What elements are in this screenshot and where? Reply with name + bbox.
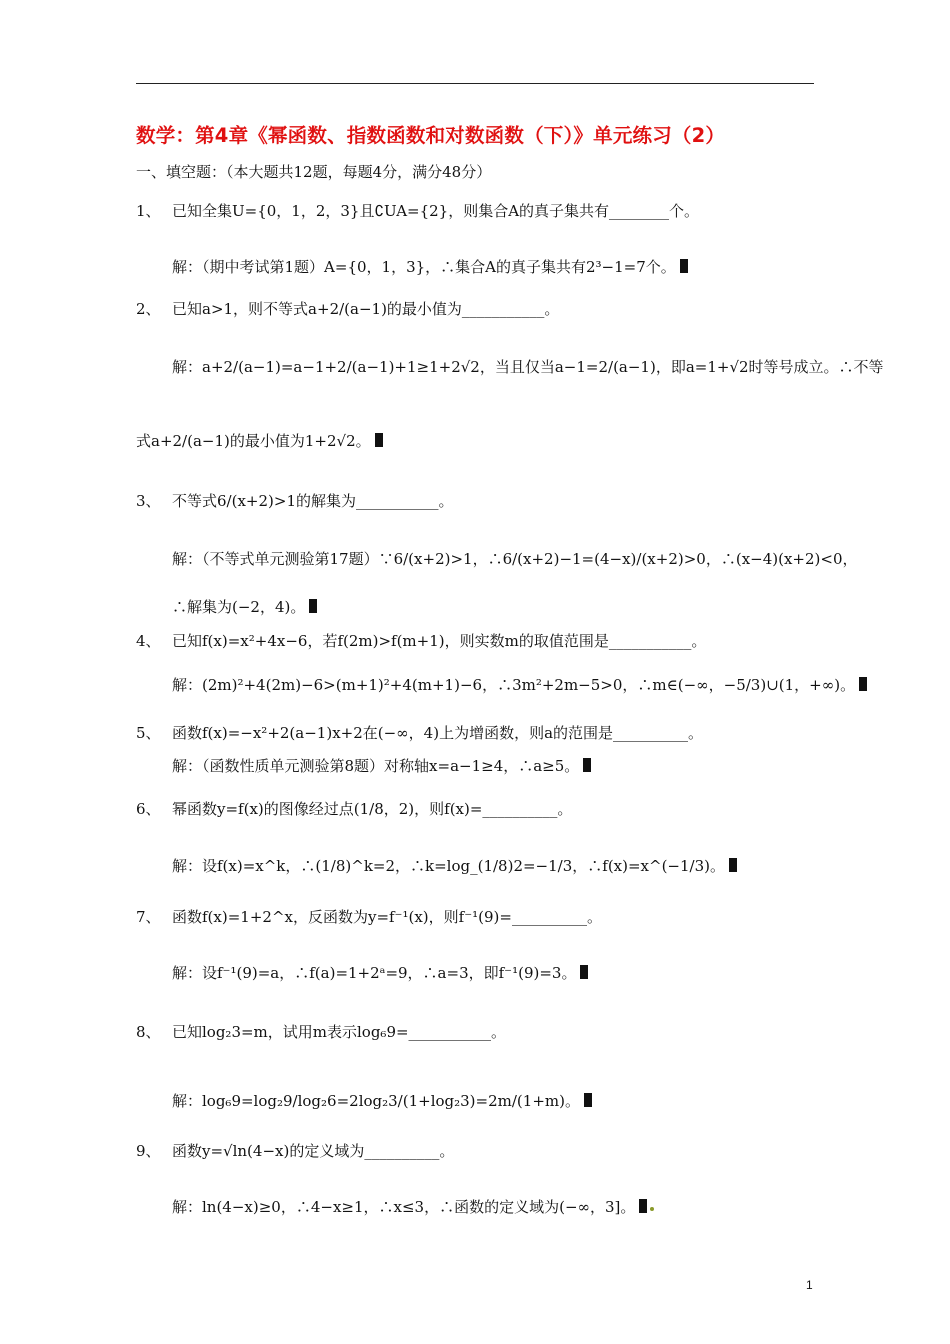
end-mark-icon — [583, 758, 591, 772]
item-8-question: 已知log₂3=m，试用m表示log₆9=___________。 — [172, 1023, 507, 1041]
item-3-solution-cont — [172, 596, 317, 617]
item-5-solution — [172, 755, 591, 776]
item-1-solution-text: 解：（期中考试第1题）A={0，1，3}，∴集合A的真子集共有2³−1=7个。 — [172, 258, 676, 276]
end-mark-icon — [580, 965, 588, 979]
item-3-question: 不等式6/(x+2)>1的解集为___________。 — [172, 492, 454, 510]
item-3-solution-cont-text: ∴解集为(−2，4)。 — [172, 598, 306, 616]
item-9-solution — [172, 1196, 654, 1217]
dot-icon — [650, 1207, 654, 1211]
item-2-question: 已知a>1，则不等式a+2/(a−1)的最小值为___________。 — [172, 300, 560, 318]
end-mark-icon — [309, 599, 317, 613]
item-4-number: 4、 — [136, 632, 161, 650]
item-6-number: 6、 — [136, 800, 161, 818]
item-6-solution-text: 解：设f(x)=x^k，∴(1/8)^k=2，∴k=log_(1/8)2=−1/3，∴f(x)=x^(−1/3)。 — [172, 857, 725, 875]
end-mark-icon — [639, 1199, 647, 1213]
end-mark-icon — [729, 858, 737, 872]
item-7-number: 7、 — [136, 908, 161, 926]
item-4-question: 已知f(x)=x²+4x−6，若f(2m)>f(m+1)，则实数m的取值范围是___________。 — [172, 632, 707, 650]
item-2-solution: 解：a+2/(a−1)=a−1+2/(a−1)+1≥1+2√2，当且仅当a−1=2/(a−1)，即a=1+√2时等号成立。∴不等 — [172, 358, 884, 376]
item-7-question: 函数f(x)=1+2^x，反函数为y=f⁻¹(x)，则f⁻¹(9)=__________。 — [172, 908, 602, 926]
page-number: 1 — [806, 1278, 813, 1292]
item-1-number: 1、 — [136, 202, 161, 220]
item-4-solution-text: 解：(2m)²+4(2m)−6>(m+1)²+4(m+1)−6，∴3m²+2m−5>0，∴m∈(−∞，−5/3)∪(1，+∞)。 — [172, 676, 856, 694]
item-9-number: 9、 — [136, 1142, 161, 1160]
item-2-solution-cont — [136, 430, 383, 451]
header-rule — [136, 83, 814, 84]
item-6-question: 幂函数y=f(x)的图像经过点(1/8，2)，则f(x)=__________。 — [172, 800, 573, 818]
item-1-question: 已知全集U={0，1，2，3}且∁UA={2}，则集合A的真子集共有________个。 — [172, 202, 700, 220]
item-8-solution-text: 解：log₆9=log₂9/log₂6=2log₂3/(1+log₂3)=2m/(1+m)。 — [172, 1092, 580, 1110]
item-2-solution-cont-text: 式a+2/(a−1)的最小值为1+2√2。 — [136, 432, 371, 450]
item-5-number: 5、 — [136, 724, 161, 742]
end-mark-icon — [680, 259, 688, 273]
item-8-solution — [172, 1090, 592, 1111]
item-4-solution — [172, 674, 867, 695]
item-7-solution-text: 解：设f⁻¹(9)=a，∴f(a)=1+2ᵃ=9，∴a=3，即f⁻¹(9)=3。 — [172, 964, 577, 982]
item-6-solution — [172, 855, 737, 876]
end-mark-icon — [375, 433, 383, 447]
item-7-solution — [172, 962, 588, 983]
item-9-solution-text: 解：ln(4−x)≥0，∴4−x≥1，∴x≤3，∴函数的定义域为(−∞，3]。 — [172, 1198, 636, 1216]
item-5-solution-text: 解：（函数性质单元测验第8题）对称轴x=a−1≥4，∴a≥5。 — [172, 757, 580, 775]
item-2-number: 2、 — [136, 300, 161, 318]
page-title: 数学：第4章《幂函数、指数函数和对数函数（下）》单元练习（2） — [136, 124, 726, 147]
item-5-question: 函数f(x)=−x²+2(a−1)x+2在(−∞，4)上为增函数，则a的范围是__________。 — [172, 724, 704, 742]
item-9-question: 函数y=√ln(4−x)的定义域为__________。 — [172, 1142, 455, 1160]
end-mark-icon — [584, 1093, 592, 1107]
end-mark-icon — [859, 677, 867, 691]
item-3-solution: 解：（不等式单元测验第17题）∵6/(x+2)>1，∴6/(x+2)−1=(4−x)/(x+2)>0，∴(x−4)(x+2)<0， — [172, 550, 858, 568]
section-heading: 一、填空题：（本大题共12题，每题4分，满分48分） — [136, 163, 492, 181]
item-3-number: 3、 — [136, 492, 161, 510]
item-8-number: 8、 — [136, 1023, 161, 1041]
item-1-solution — [172, 256, 688, 277]
